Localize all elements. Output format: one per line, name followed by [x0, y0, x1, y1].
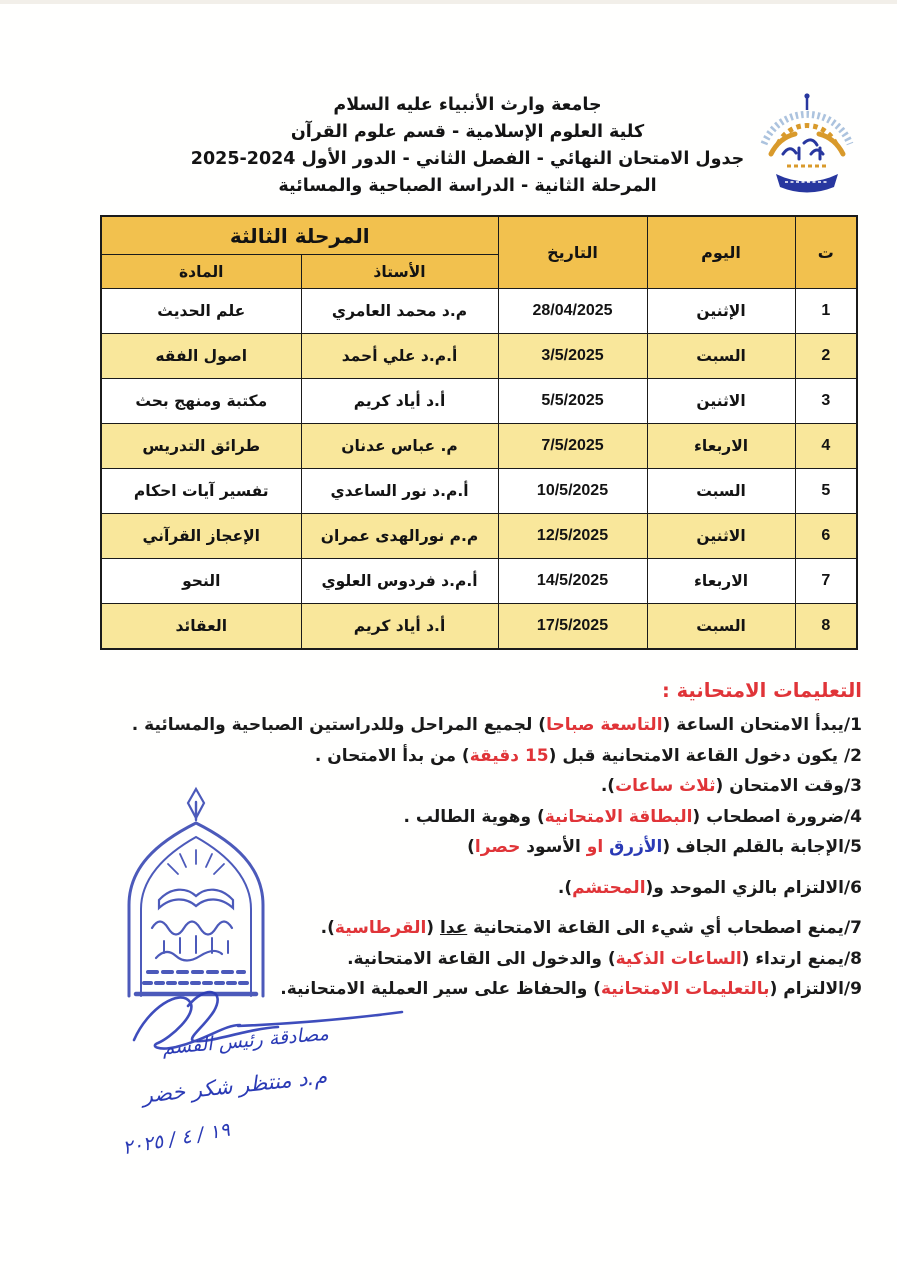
- cell-num: 1: [795, 289, 857, 334]
- exam-table-row: [101, 469, 857, 514]
- cell-teacher: أ.م.د نور الساعدي: [301, 469, 498, 514]
- instruction-text-segment: القرطاسية: [334, 918, 427, 938]
- instruction-text-segment: 7/يمنع اصطحاب أي شيء الى القاعة الامتحانية: [467, 918, 862, 938]
- instruction-item-1: [131, 710, 862, 741]
- table-header-row: [101, 216, 857, 255]
- cell-subject: اصول الفقه: [101, 334, 301, 379]
- cell-day: الاربعاء: [647, 424, 795, 469]
- col-header-date: التاريخ: [498, 216, 647, 289]
- instruction-item-8: [262, 944, 862, 975]
- cell-date: 14/5/2025: [498, 559, 647, 604]
- cell-subject: النحو: [101, 559, 301, 604]
- cell-date: 7/5/2025: [498, 424, 647, 469]
- instruction-item-3: [262, 771, 862, 802]
- cell-day: السبت: [647, 334, 795, 379]
- cell-teacher: أ.د أياد كريم: [301, 379, 498, 424]
- exam-table-row: [101, 424, 857, 469]
- cell-day: الاثنين: [647, 379, 795, 424]
- instruction-text-segment: 1/يبدأ الامتحان الساعة (: [662, 715, 862, 735]
- approver-name: م.د منتظر شكر خضر: [141, 1064, 329, 1108]
- instruction-item-6: [262, 873, 862, 904]
- instruction-text-segment: ).: [320, 918, 335, 938]
- cell-day: السبت: [647, 469, 795, 514]
- exam-table-row: [101, 514, 857, 559]
- exam-table-body: [101, 289, 857, 650]
- instruction-text-segment: الأزرق: [609, 837, 663, 857]
- instruction-text-segment: 5/الإجابة بالقلم الجاف (: [662, 837, 862, 857]
- exam-table-row: [101, 559, 857, 604]
- cell-teacher: أ.د أياد كريم: [301, 604, 498, 650]
- approval-date: ١٩ / ٤ / ٢٠٢٥: [120, 1118, 232, 1160]
- cell-teacher: م. عباس عدنان: [301, 424, 498, 469]
- instruction-item-7: [262, 913, 862, 944]
- instruction-text-segment: ) وهوية الطالب .: [403, 806, 545, 827]
- col-header-day: اليوم: [647, 216, 795, 289]
- cell-teacher: م.د محمد العامري: [301, 289, 498, 334]
- instruction-item-4: [262, 802, 862, 833]
- instruction-text-segment: الأسود: [520, 837, 587, 857]
- instruction-text-segment: ).: [557, 877, 573, 898]
- instruction-text-segment: ثلاث ساعات: [615, 776, 716, 796]
- exam-table-row: [101, 604, 857, 650]
- instruction-text-segment: 15 دقيقة: [469, 745, 549, 766]
- instruction-text-segment: عدا: [439, 918, 468, 938]
- department-stamp-icon: [110, 786, 282, 1004]
- instruction-text-segment: المحتشم: [572, 877, 646, 898]
- cell-day: الاربعاء: [647, 559, 795, 604]
- university-name: جامعة وارث الأنبياء عليه السلام: [333, 95, 602, 115]
- instruction-text-segment: ): [467, 837, 475, 857]
- instruction-item-5: [262, 832, 862, 863]
- cell-subject: علم الحديث: [101, 289, 301, 334]
- schedule-title: جدول الامتحان النهائي - الفصل الثاني - الدور الأول 2024‏-‏2025: [190, 149, 745, 169]
- instruction-text-segment: 3/وقت الامتحان (: [715, 776, 862, 796]
- scan-artifact: [0, 0, 897, 4]
- instruction-text-segment: 8/يمنع ارتداء (: [741, 948, 862, 969]
- instruction-text-segment: او: [586, 837, 604, 857]
- instruction-text-segment: ) لجميع المراحل وللدراستين الصباحية والمسائية .: [131, 715, 547, 735]
- instruction-text-segment: ) والحفاظ على سير العملية الامتحانية.: [280, 979, 601, 999]
- cell-teacher: أ.م.د فردوس العلوي: [301, 559, 498, 604]
- exam-table-row: [101, 289, 857, 334]
- instruction-text-segment: ) من بدأ الامتحان .: [314, 745, 470, 766]
- cell-num: 7: [795, 559, 857, 604]
- college-department: كلية العلوم الإسلامية - قسم علوم القرآن: [290, 122, 645, 142]
- instruction-text-segment: الساعات الذكية: [615, 948, 742, 969]
- cell-date: 5/5/2025: [498, 379, 647, 424]
- col-header-subject: المادة: [101, 255, 301, 289]
- cell-day: الإثنين: [647, 289, 795, 334]
- col-header-index: ت: [795, 216, 857, 289]
- instruction-text-segment: حصرا: [474, 837, 521, 857]
- stage-study-line: المرحلة الثانية - الدراسة الصباحية والمسائية: [278, 176, 657, 196]
- instruction-text-segment: التاسعة صباحا: [546, 715, 663, 735]
- col-header-teacher: الأستاذ: [301, 255, 498, 289]
- instruction-text-segment: البطاقة الامتحانية: [544, 806, 693, 827]
- instruction-text-segment: 9/الالتزام (: [769, 979, 862, 999]
- instruction-text-segment: (: [426, 918, 440, 938]
- cell-subject: تفسير آيات احكام: [101, 469, 301, 514]
- cell-date: 3/5/2025: [498, 334, 647, 379]
- instruction-text-segment: 4/ضرورة اصطحاب (: [692, 806, 862, 827]
- instruction-item-2: [262, 741, 862, 772]
- cell-num: 8: [795, 604, 857, 650]
- instructions-title: التعليمات الامتحانية :: [662, 679, 862, 702]
- cell-subject: طرائق التدريس: [101, 424, 301, 469]
- approval-title: مصادقة رئيس القسم: [161, 1022, 330, 1060]
- instruction-text-segment: بالتعليمات الامتحانية: [601, 979, 770, 999]
- instruction-text-segment: ).: [600, 776, 616, 796]
- cell-date: 10/5/2025: [498, 469, 647, 514]
- exam-table-row: [101, 379, 857, 424]
- cell-subject: الإعجاز القرآني: [101, 514, 301, 559]
- cell-num: 5: [795, 469, 857, 514]
- exam-table-row: [101, 334, 857, 379]
- instruction-text-segment: 2/ يكون دخول القاعة الامتحانية قبل (: [548, 745, 862, 766]
- cell-day: الاثنين: [647, 514, 795, 559]
- cell-date: 17/5/2025: [498, 604, 647, 650]
- cell-date: 12/5/2025: [498, 514, 647, 559]
- document-header: [40, 92, 895, 200]
- exam-schedule-table: [100, 215, 858, 650]
- instruction-text-segment: 6/الالتزام بالزي الموحد و(: [645, 877, 862, 898]
- cell-num: 4: [795, 424, 857, 469]
- stage-header: المرحلة الثالثة: [101, 216, 498, 255]
- cell-subject: العقائد: [101, 604, 301, 650]
- cell-subject: مكتبة ومنهج بحث: [101, 379, 301, 424]
- exam-instructions: [131, 679, 862, 1005]
- cell-date: 28/04/2025: [498, 289, 647, 334]
- cell-teacher: أ.م.د علي أحمد: [301, 334, 498, 379]
- cell-num: 2: [795, 334, 857, 379]
- cell-day: السبت: [647, 604, 795, 650]
- instruction-text-segment: ) والدخول الى القاعة الامتحانية.: [347, 948, 616, 969]
- cell-teacher: م.م نورالهدى عمران: [301, 514, 498, 559]
- cell-num: 3: [795, 379, 857, 424]
- cell-num: 6: [795, 514, 857, 559]
